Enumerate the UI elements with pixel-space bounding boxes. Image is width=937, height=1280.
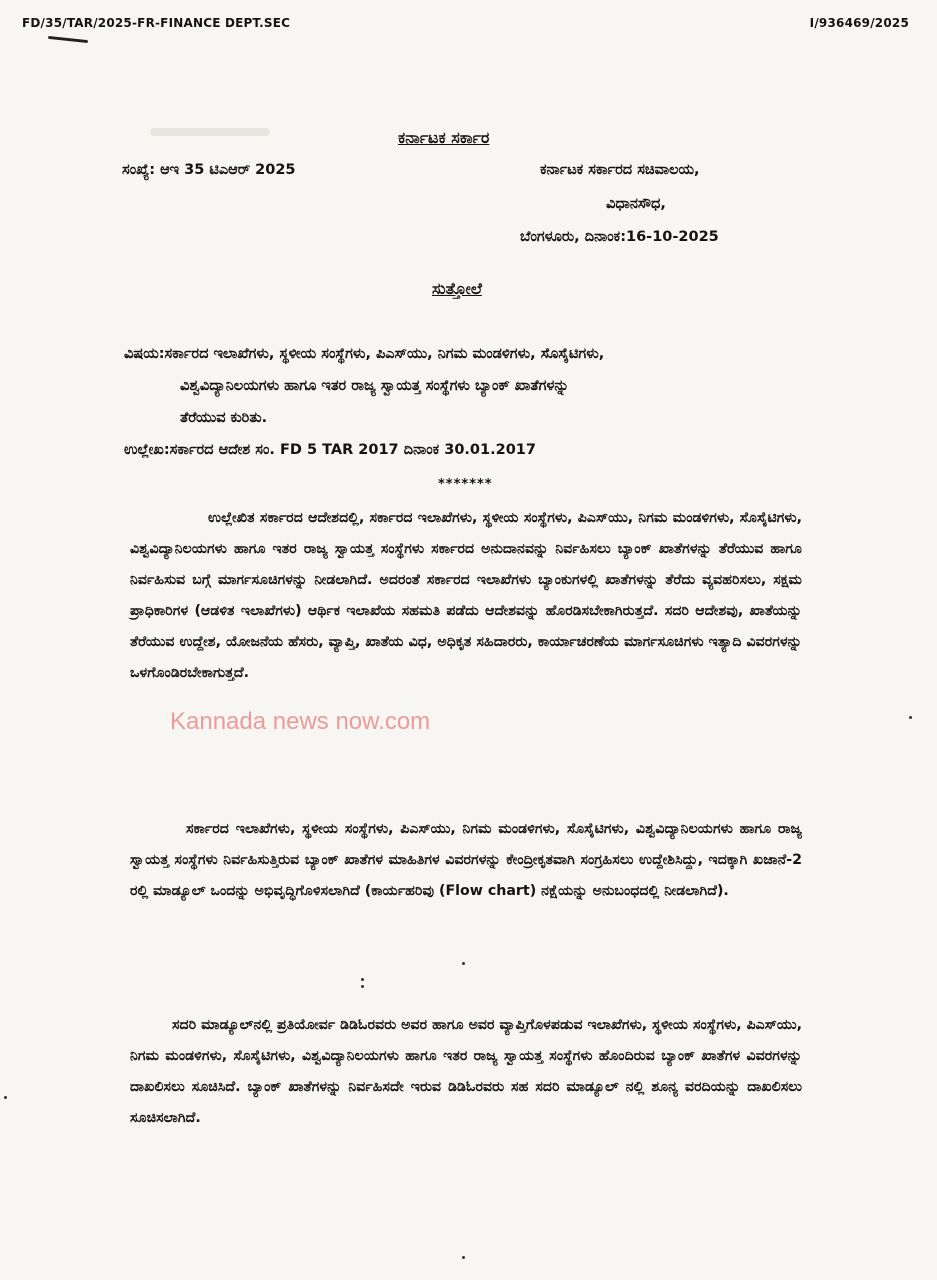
reference-line: ಉಲ್ಲೇಖ:ಸರ್ಕಾರದ ಆದೇಶ ಸಂ. FD 5 TAR 2017 ದಿನಾಂಕ 30.01.2017: [124, 442, 536, 458]
faded-stamp: [150, 128, 270, 136]
subject-line-1: ವಿಷಯ:ಸರ್ಕಾರದ ಇಲಾಖೆಗಳು, ಸ್ಥಳೀಯ ಸಂಸ್ಥೆಗಳು, ಪಿಎಸ್‌ಯು, ನಿಗಮ ಮಂಡಳಿಗಳು, ಸೊಸೈಟಿಗಳು,: [124, 346, 605, 362]
paragraph-2: ಸರ್ಕಾರದ ಇಲಾಖೆಗಳು, ಸ್ಥಳೀಯ ಸಂಸ್ಥೆಗಳು, ಪಿಎಸ್‌ಯು, ನಿಗಮ ಮಂಡಳಿಗಳು, ಸೊಸೈಟಿಗಳು, ವಿಶ್ವವಿದ್ಯಾನಿಲಯಗಳು ಹಾಗೂ ರಾಜ್ಯ ಸ್ವಾಯತ್ತ ಸಂಸ್ಥೆಗಳು ನಿರ್ವಹಿಸುತ್ತಿರುವ ಬ್ಯಾಂಕ್ ಖಾತೆಗಳ ಮಾಹಿತಿಗಳ ವಿವರಗಳನ್ನು ಕೇಂದ್ರೀಕೃತವಾಗಿ ಸಂಗ್ರಹಿಸಲು ಉದ್ದೇಶಿಸಿದ್ದು, ಇದಕ್ಕಾಗಿ ಖಜಾನೆ-2 ರಲ್ಲಿ ಮಾಡ್ಯೂಲ್ ಒಂದನ್ನು ಅಭಿವೃದ್ಧಿಗೊಳಿಸಲಾಗಿದೆ (ಕಾರ್ಯಹರಿವು (Flow chart) ನಕ್ಷೆಯನ್ನು ಅನುಬಂಧದಲ್ಲಿ ನೀಡಲಾಗಿದೆ).: [130, 821, 802, 899]
speck: [909, 716, 912, 719]
building-address: ವಿಧಾನಸೌಧ,: [606, 196, 666, 212]
separator: *******: [438, 477, 493, 492]
place-and-date: ಬೆಂಗಳೂರು, ದಿನಾಂಕ:16-10-2025: [520, 229, 719, 245]
pen-mark: [48, 36, 88, 43]
speck: [462, 962, 465, 965]
speck: [361, 985, 364, 988]
subject-line-3: ತೆರೆಯುವ ಕುರಿತು.: [180, 410, 268, 426]
order-number: ಸಂಖ್ಯೆ: ಆಇ 35 ಟಿಎಆರ್ 2025: [122, 162, 296, 178]
subject-line-2: ವಿಶ್ವವಿದ್ಯಾನಿಲಯಗಳು ಹಾಗೂ ಇತರ ರಾಜ್ಯ ಸ್ವಾಯತ್ತ ಸಂಸ್ಥೆಗಳು ಬ್ಯಾಂಕ್ ಖಾತೆಗಳನ್ನು: [180, 378, 569, 394]
circular-title: ಸುತ್ತೋಲೆ: [432, 279, 482, 298]
paragraph-1: ಉಲ್ಲೇಖಿತ ಸರ್ಕಾರದ ಆದೇಶದಲ್ಲಿ, ಸರ್ಕಾರದ ಇಲಾಖೆಗಳು, ಸ್ಥಳೀಯ ಸಂಸ್ಥೆಗಳು, ಪಿಎಸ್‌ಯು, ನಿಗಮ ಮಂಡಳಿಗಳು, ಸೊಸೈಟಿಗಳು, ವಿಶ್ವವಿದ್ಯಾನಿಲಯಗಳು ಹಾಗೂ ಇತರ ರಾಜ್ಯ ಸ್ವಾಯತ್ತ ಸಂಸ್ಥೆಗಳು ಸರ್ಕಾರದ ಅನುದಾನವನ್ನು ನಿರ್ವಹಿಸಲು ಬ್ಯಾಂಕ್ ಖಾತೆಗಳನ್ನು ತೆರೆಯುವ ಹಾಗೂ ನಿರ್ವಹಿಸುವ ಬಗ್ಗೆ ಮಾರ್ಗಸೂಚಿಗಳನ್ನು ನೀಡಲಾಗಿದೆ. ಅದರಂತೆ ಸರ್ಕಾರದ ಇಲಾಖೆಗಳು ಬ್ಯಾಂಕುಗಳಲ್ಲಿ ಖಾತೆಗಳನ್ನು ತೆರೆದು ವ್ಯವಹರಿಸಲು, ಸಕ್ಷಮ ಪ್ರಾಧಿಕಾರಿಗಳ (ಆಡಳಿತ ಇಲಾಖೆಗಳು) ಆರ್ಥಿಕ ಇಲಾಖೆಯ ಸಹಮತಿ ಪಡೆದು ಆದೇಶವನ್ನು ಹೊರಡಿಸಬೇಕಾಗಿರುತ್ತದೆ. ಸದರಿ ಆದೇಶವು, ಖಾತೆಯನ್ನು ತೆರೆಯುವ ಉದ್ದೇಶ, ಯೋಜನೆಯ ಹೆಸರು, ವ್ಯಾಪ್ತಿ, ಖಾತೆಯ ವಿಧ, ಅಧಿಕೃತ ಸಹಿದಾರರು, ಕಾರ್ಯಾಚರಣೆಯ ಮಾರ್ಗಸೂಚಿಗಳು ಇತ್ಯಾದಿ ವಿವರಗಳನ್ನು ಒಳಗೊಂಡಿರಬೇಕಾಗುತ್ತದೆ.: [130, 510, 802, 681]
document-number: I/936469/2025: [809, 16, 909, 30]
paragraph-3: ಸದರಿ ಮಾಡ್ಯೂಲ್‌ನಲ್ಲಿ ಪ್ರತಿಯೋರ್ವ ಡಿಡಿಓರವರು ಅವರ ಹಾಗೂ ಅವರ ವ್ಯಾಪ್ತಿಗೊಳಪಡುವ ಇಲಾಖೆಗಳು, ಸ್ಥಳೀಯ ಸಂಸ್ಥೆಗಳು, ಪಿಎಸ್‌ಯು, ನಿಗಮ ಮಂಡಳಿಗಳು, ಸೊಸೈಟಿಗಳು, ವಿಶ್ವವಿದ್ಯಾನಿಲಯಗಳು ಹಾಗೂ ಇತರ ರಾಜ್ಯ ಸ್ವಾಯತ್ತ ಸಂಸ್ಥೆಗಳು ಹೊಂದಿರುವ ಬ್ಯಾಂಕ್ ಖಾತೆಗಳ ವಿವರಗಳನ್ನು ದಾಖಲಿಸಲು ಸೂಚಿಸಿದೆ. ಬ್ಯಾಂಕ್ ಖಾತೆಗಳನ್ನು ನಿರ್ವಹಿಸದೇ ಇರುವ ಡಿಡಿಓರವರು ಸಹ ಸದರಿ ಮಾಡ್ಯೂಲ್ ನಲ್ಲಿ ಶೂನ್ಯ ವರದಿಯನ್ನು ದಾಖಲಿಸಲು ಸೂಚಿಸಲಾಗಿದೆ.: [130, 1017, 803, 1126]
speck: [4, 1096, 7, 1099]
watermark: Kannada news now.com: [170, 708, 431, 735]
file-reference: FD/35/TAR/2025-FR-FINANCE DEPT.SEC: [22, 16, 291, 30]
speck: [361, 978, 364, 981]
secretariat-address: ಕರ್ನಾಟಕ ಸರ್ಕಾರದ ಸಚಿವಾಲಯ,: [540, 162, 700, 178]
speck: [462, 1256, 465, 1259]
government-heading: ಕರ್ನಾಟಕ ಸರ್ಕಾರ: [398, 128, 490, 147]
